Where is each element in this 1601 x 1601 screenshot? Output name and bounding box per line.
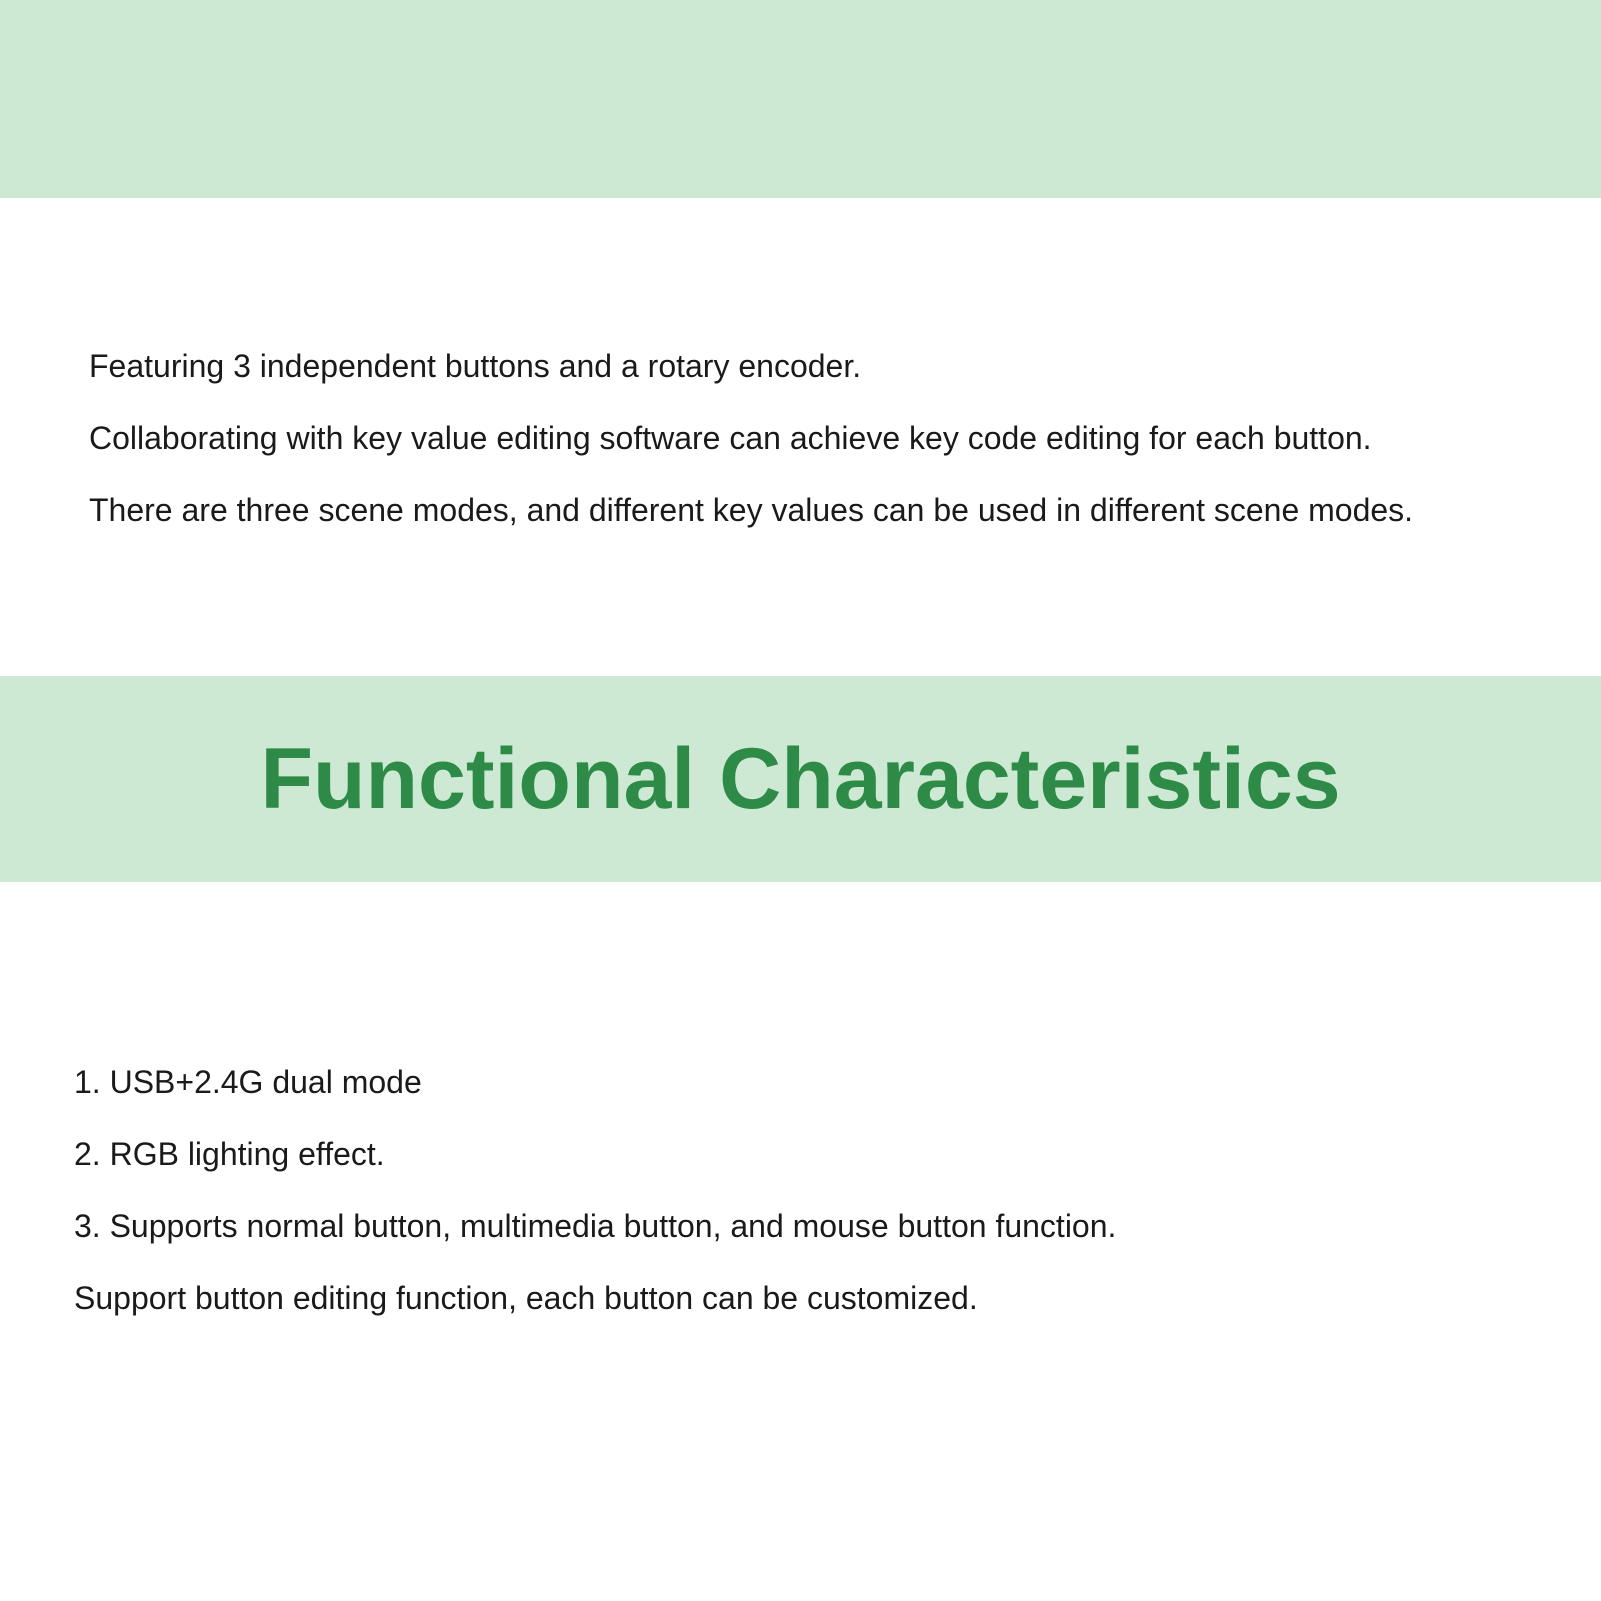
intro-line: Featuring 3 independent buttons and a rotary encoder.	[89, 348, 862, 384]
intro-text	[89, 330, 1413, 546]
section-title: Functional Characteristics	[260, 731, 1341, 827]
top-banner	[0, 0, 1601, 198]
intro-line: Collaborating with key value editing software can achieve key code editing for each button.	[89, 420, 1372, 456]
feature-item: Support button editing function, each button can be customized.	[74, 1280, 978, 1316]
feature-item: 1. USB+2.4G dual mode	[74, 1064, 422, 1100]
intro-line: There are three scene modes, and different key values can be used in different scene modes.	[89, 492, 1414, 528]
section-banner	[0, 676, 1601, 882]
feature-item: 3. Supports normal button, multimedia button, and mouse button function.	[74, 1208, 1117, 1244]
feature-item: 2. RGB lighting effect.	[74, 1136, 385, 1172]
feature-list	[74, 1046, 1116, 1334]
